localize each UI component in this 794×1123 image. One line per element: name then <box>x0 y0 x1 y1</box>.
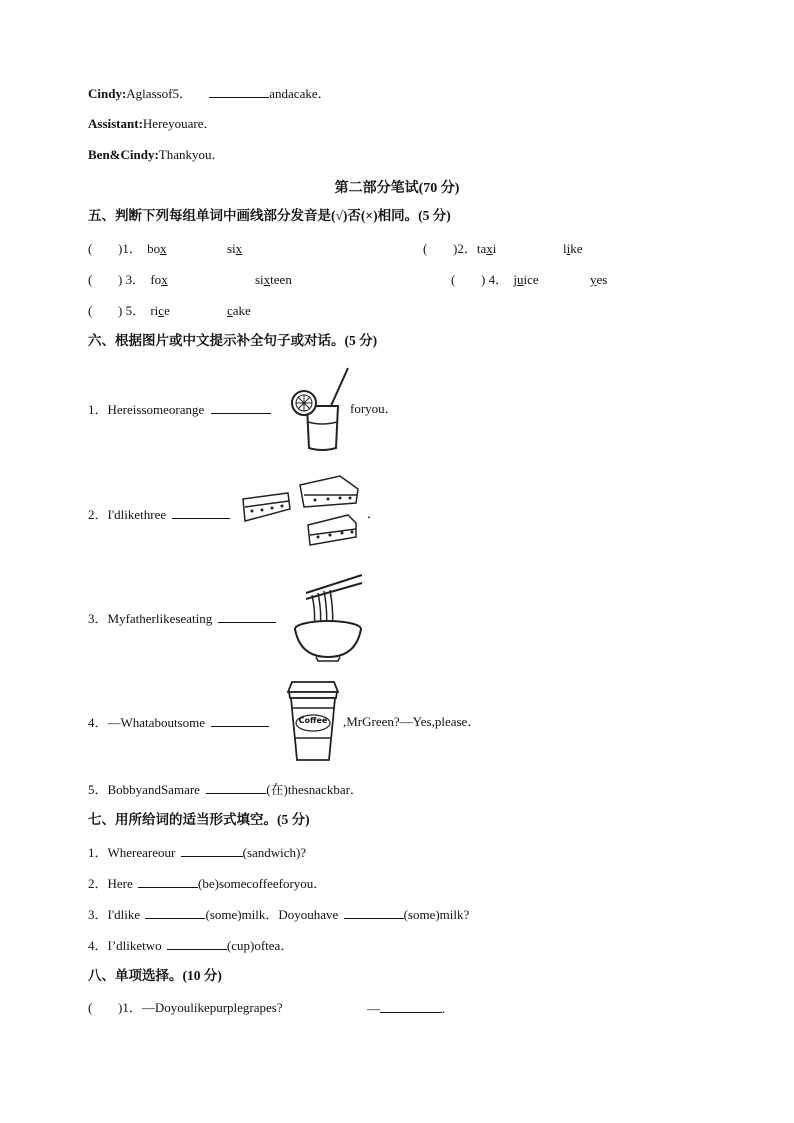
coffee-picture <box>284 680 342 762</box>
answer-blank[interactable] <box>181 844 243 857</box>
s5-item-1-word2: six <box>227 241 243 256</box>
speaker: Assistant: <box>88 116 143 131</box>
section7-title: 七、用所给词的适当形式填空。(5 分) <box>88 812 310 827</box>
dialogue-line-2 <box>88 116 217 132</box>
answer-blank[interactable] <box>206 781 266 794</box>
answer-paren[interactable]: ( <box>423 241 428 256</box>
s6-item-2: 2．I'dlikethree <box>88 506 230 523</box>
s5-item-4-word2: yes <box>590 272 608 287</box>
speaker: Cindy: <box>88 86 127 101</box>
s5-item-3-word2: sixteen <box>255 272 292 287</box>
dialogue-line-3 <box>88 147 225 163</box>
s5-item-5: ( ) 5． rice <box>88 303 170 318</box>
dialogue-line-1 <box>88 85 331 102</box>
answer-blank[interactable] <box>211 401 271 414</box>
s7-item-2: 2．Here (be)somecoffeeforyou． <box>88 876 327 891</box>
answer-paren[interactable]: ( <box>451 272 456 287</box>
s5-item-2: ( )2．taxi <box>423 241 497 256</box>
answer-paren[interactable]: ( <box>88 272 93 287</box>
s8-item-1: ( )1．—Doyoulikepurplegrapes? <box>88 1000 283 1015</box>
section8-title: 八、单项选择。(10 分) <box>88 968 222 983</box>
orange-juice-picture <box>290 366 352 452</box>
dialogue-text: Aglassof5． <box>126 86 193 101</box>
answer-blank[interactable] <box>344 906 404 919</box>
s5-item-5-word2: cake <box>227 303 251 318</box>
answer-blank[interactable] <box>172 506 230 519</box>
s7-item-4: 4．I’dliketwo (cup)oftea． <box>88 938 294 953</box>
answer-blank[interactable] <box>167 937 227 950</box>
dialogue-text: andacake． <box>269 86 331 101</box>
s7-item-1: 1．Whereareour (sandwich)? <box>88 845 307 860</box>
speaker: Ben&Cindy: <box>88 147 159 162</box>
answer-blank[interactable] <box>218 610 276 623</box>
sandwiches-picture <box>240 473 360 551</box>
s6-item-3: 3．Myfatherlikeseating <box>88 610 276 627</box>
s8-item-1-answer: — . <box>367 1001 446 1016</box>
answer-blank[interactable] <box>209 85 269 98</box>
answer-paren[interactable]: ( <box>88 1000 93 1015</box>
answer-paren[interactable]: ( <box>88 303 93 318</box>
part-two-title: 第二部分笔试(70 分) <box>334 181 460 196</box>
s6-item-5: 5．BobbyandSamare (在)thesnackbar． <box>88 782 363 797</box>
s5-item-4: ( ) 4． juice <box>451 272 539 287</box>
section5-title: 五、判断下列每组单词中画线部分发音是(√)否(×)相同。(5 分) <box>88 208 451 223</box>
dialogue-text: Thankyou． <box>158 147 225 162</box>
section6-title: 六、根据图片或中文提示补全句子或对话。(5 分) <box>88 333 378 348</box>
s6-item-1-after: foryou． <box>350 401 398 416</box>
s5-item-2-word2: like <box>563 241 583 256</box>
dialogue-text: Hereyouare． <box>142 116 217 131</box>
answer-paren[interactable]: ( <box>88 241 93 256</box>
s5-item-1: ( )1． box <box>88 241 167 256</box>
answer-blank[interactable] <box>145 906 205 919</box>
answer-blank[interactable] <box>138 875 198 888</box>
s5-item-3: ( ) 3． fox <box>88 272 168 287</box>
s6-item-1: 1．Hereissomeorange <box>88 401 271 418</box>
noodles-picture <box>292 573 364 661</box>
coffee-label: Coffee <box>298 716 328 725</box>
s6-item-4: 4．—Whataboutsome <box>88 714 269 731</box>
s6-item-2-after: ． <box>367 506 381 521</box>
answer-blank[interactable] <box>380 1000 442 1013</box>
s7-item-3: 3．I'dlike (some)milk．Doyouhave (some)milk? <box>88 907 470 922</box>
s6-item-4-after: ,MrGreen?—Yes,please． <box>343 714 481 729</box>
answer-blank[interactable] <box>211 714 269 727</box>
